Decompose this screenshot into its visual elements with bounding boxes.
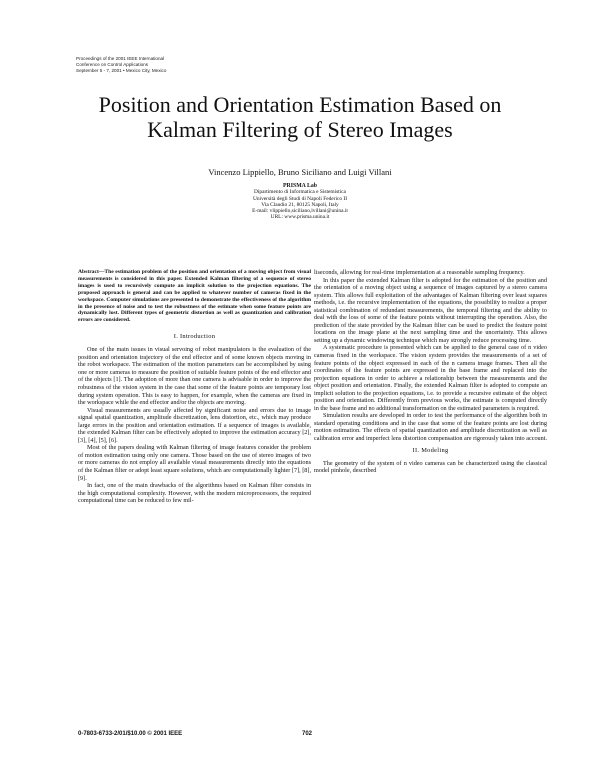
- proceedings-line: Proceedings of the 2001 IEEE International: [76, 56, 165, 61]
- address: Via Claudio 21, 80125 Napoli, Italy: [261, 201, 339, 208]
- right-column: [314, 269, 547, 475]
- paragraph: The geometry of the system of n video cameras can be characterized using the classical model pinhole, described: [314, 459, 547, 475]
- lab-name: PRISMA Lab: [283, 183, 317, 189]
- proceedings-header: [76, 56, 276, 73]
- authors: Vincenzo Lippiello, Bruno Siciliano and Luigi Villani: [208, 167, 392, 177]
- abstract: Abstract—The estimation problem of the position and orientation of a moving object from visual measurements is considered in this paper. Extended Kalman filtering of a sequence of stereo images is used to recursively compute an implicit solution to the projection equations. The proposed approach is general and can be applied to whatever number of cameras fixed in the workspace. Computer simulations are presented to demonstrate the effectiveness of the algorithm in the presence of noise and to test the robustness of the estimate when some feature points are dynamically lost. Different types of geometric distortion as well as quantization and calibration errors are considered.: [78, 269, 311, 324]
- title-line: Kalman Filtering of Stereo Images: [147, 117, 453, 142]
- proceedings-line: Conference on Control Applications: [76, 61, 149, 67]
- title-line: Position and Orientation Estimation Based on: [98, 92, 502, 117]
- paragraph: A systematic procedure is presented which can be applied to the general case of n video cameras fixed in the workspace. The vision system provides the measurements of a set of feature points of the object expressed in each of the n camera image frames. Then all the coordinates of the feature points are expressed in the base frame and replaced into the projection equations in order to achieve a relationship between the measurements and the object position and orientation. Finally, the extended Kalman filter is adopted to compute an implicit solution to the projection equations, i.e. to provide a recursive estimate of the object position and orientation. Differently from previous works, the estimate is computed directly in the base frame and no additional transformation on the estimated parameters is required.: [314, 344, 547, 412]
- proceedings-line: September 5 - 7, 2001 • Mexico City, Mexico: [76, 67, 167, 73]
- section-heading-modeling: II. Modeling: [412, 446, 449, 454]
- paragraph: Simulation results are developed in order to test the performance of the algorithm both in standard operating conditions and in the case that some of the feature points are lost during motion estimation. The effects of spatial quantization and amplitude discretization as well as calibration error and imperfect lens distortion compensation are rigorously taken into account.: [314, 412, 547, 443]
- department: Dipartimento di Informatica e Sistemistica: [254, 189, 346, 196]
- page-number: 702: [302, 731, 313, 737]
- affiliation: [0, 183, 600, 221]
- paragraph: liseconds, allowing for real-time implementation at a reasonable sampling frequency.: [314, 269, 525, 276]
- section-heading-introduction: I. Introduction: [173, 333, 216, 341]
- email: E-mail: vlippiello,siciliano,lvillani@unina.it: [252, 208, 348, 215]
- url: URL: www.prisma.unina.it: [270, 214, 330, 221]
- paper-title: [0, 92, 600, 142]
- paragraph: Most of the papers dealing with Kalman filtering of image features consider the problem of motion estimation using only one camera. Those based on the use of stereo images of two or more cameras do not employ all available visual measurements directly into the equations of the Kalman filter or adopt least square solutions, which are computationally lighter [7], [8], [9].: [78, 444, 311, 482]
- paragraph: Visual measurements are usually affected by significant noise and errors due to image signal spatial quantization, amplitude discretization, lens distortion, etc., which may produce large errors in the position and orientation estimation. If a sequence of images is available, the extended Kalman filter can be effectively adopted to improve the estimation accuracy [2], [3], [4], [5], [6].: [78, 406, 311, 444]
- left-column: [78, 269, 311, 505]
- paragraph: In fact, one of the main drawbacks of the algorithms based on Kalman filter consists in the high computational complexity. However, with the modern microprocessors, the required computational time can be reduced to few mil-: [78, 482, 311, 505]
- university: Università degli Studi di Napoli Federico II: [252, 195, 348, 202]
- paragraph: One of the main issues in visual servoing of robot manipulators is the evaluation of the position and orientation trajectory of the end effector and of some known objects moving in the robot workspace. The estimation of the motion parameters can be accomplished by using one or more cameras to measure the position of suitable feature points of the end effector and of the objects [1]. The adoption of more than one camera is advisable in order to improve the robustness of the vision system in the case that some of the feature points are temporary lost during system operation. This is easy to happen, for example, when the cameras are fixed in the workspace while the end effector and/or the objects are moving.: [78, 346, 311, 407]
- paragraph: In this paper the extended Kalman filter is adopted for the estimation of the position and the orientation of a moving object using a sequence of images captured by a stereo camera system. This allows full exploitation of the advantages of Kalman filtering over least squares methods, i.e. the recursive implementation of the equations, the possibility to realize a proper statistical combination of redundant measurements, the temporal filtering and the ability to deal with the loss of some of the feature points without interrupting the operation. Also, the prediction of the state provided by the Kalman filter can be used to predict the feature point locations on the image plane at the next sampling time and the uncertainty. This allows setting up a dynamic windowing technique which may strongly reduce processing time.: [314, 276, 547, 344]
- footer-isbn: 0-7803-6733-2/01/$10.00 © 2001 IEEE: [78, 731, 183, 737]
